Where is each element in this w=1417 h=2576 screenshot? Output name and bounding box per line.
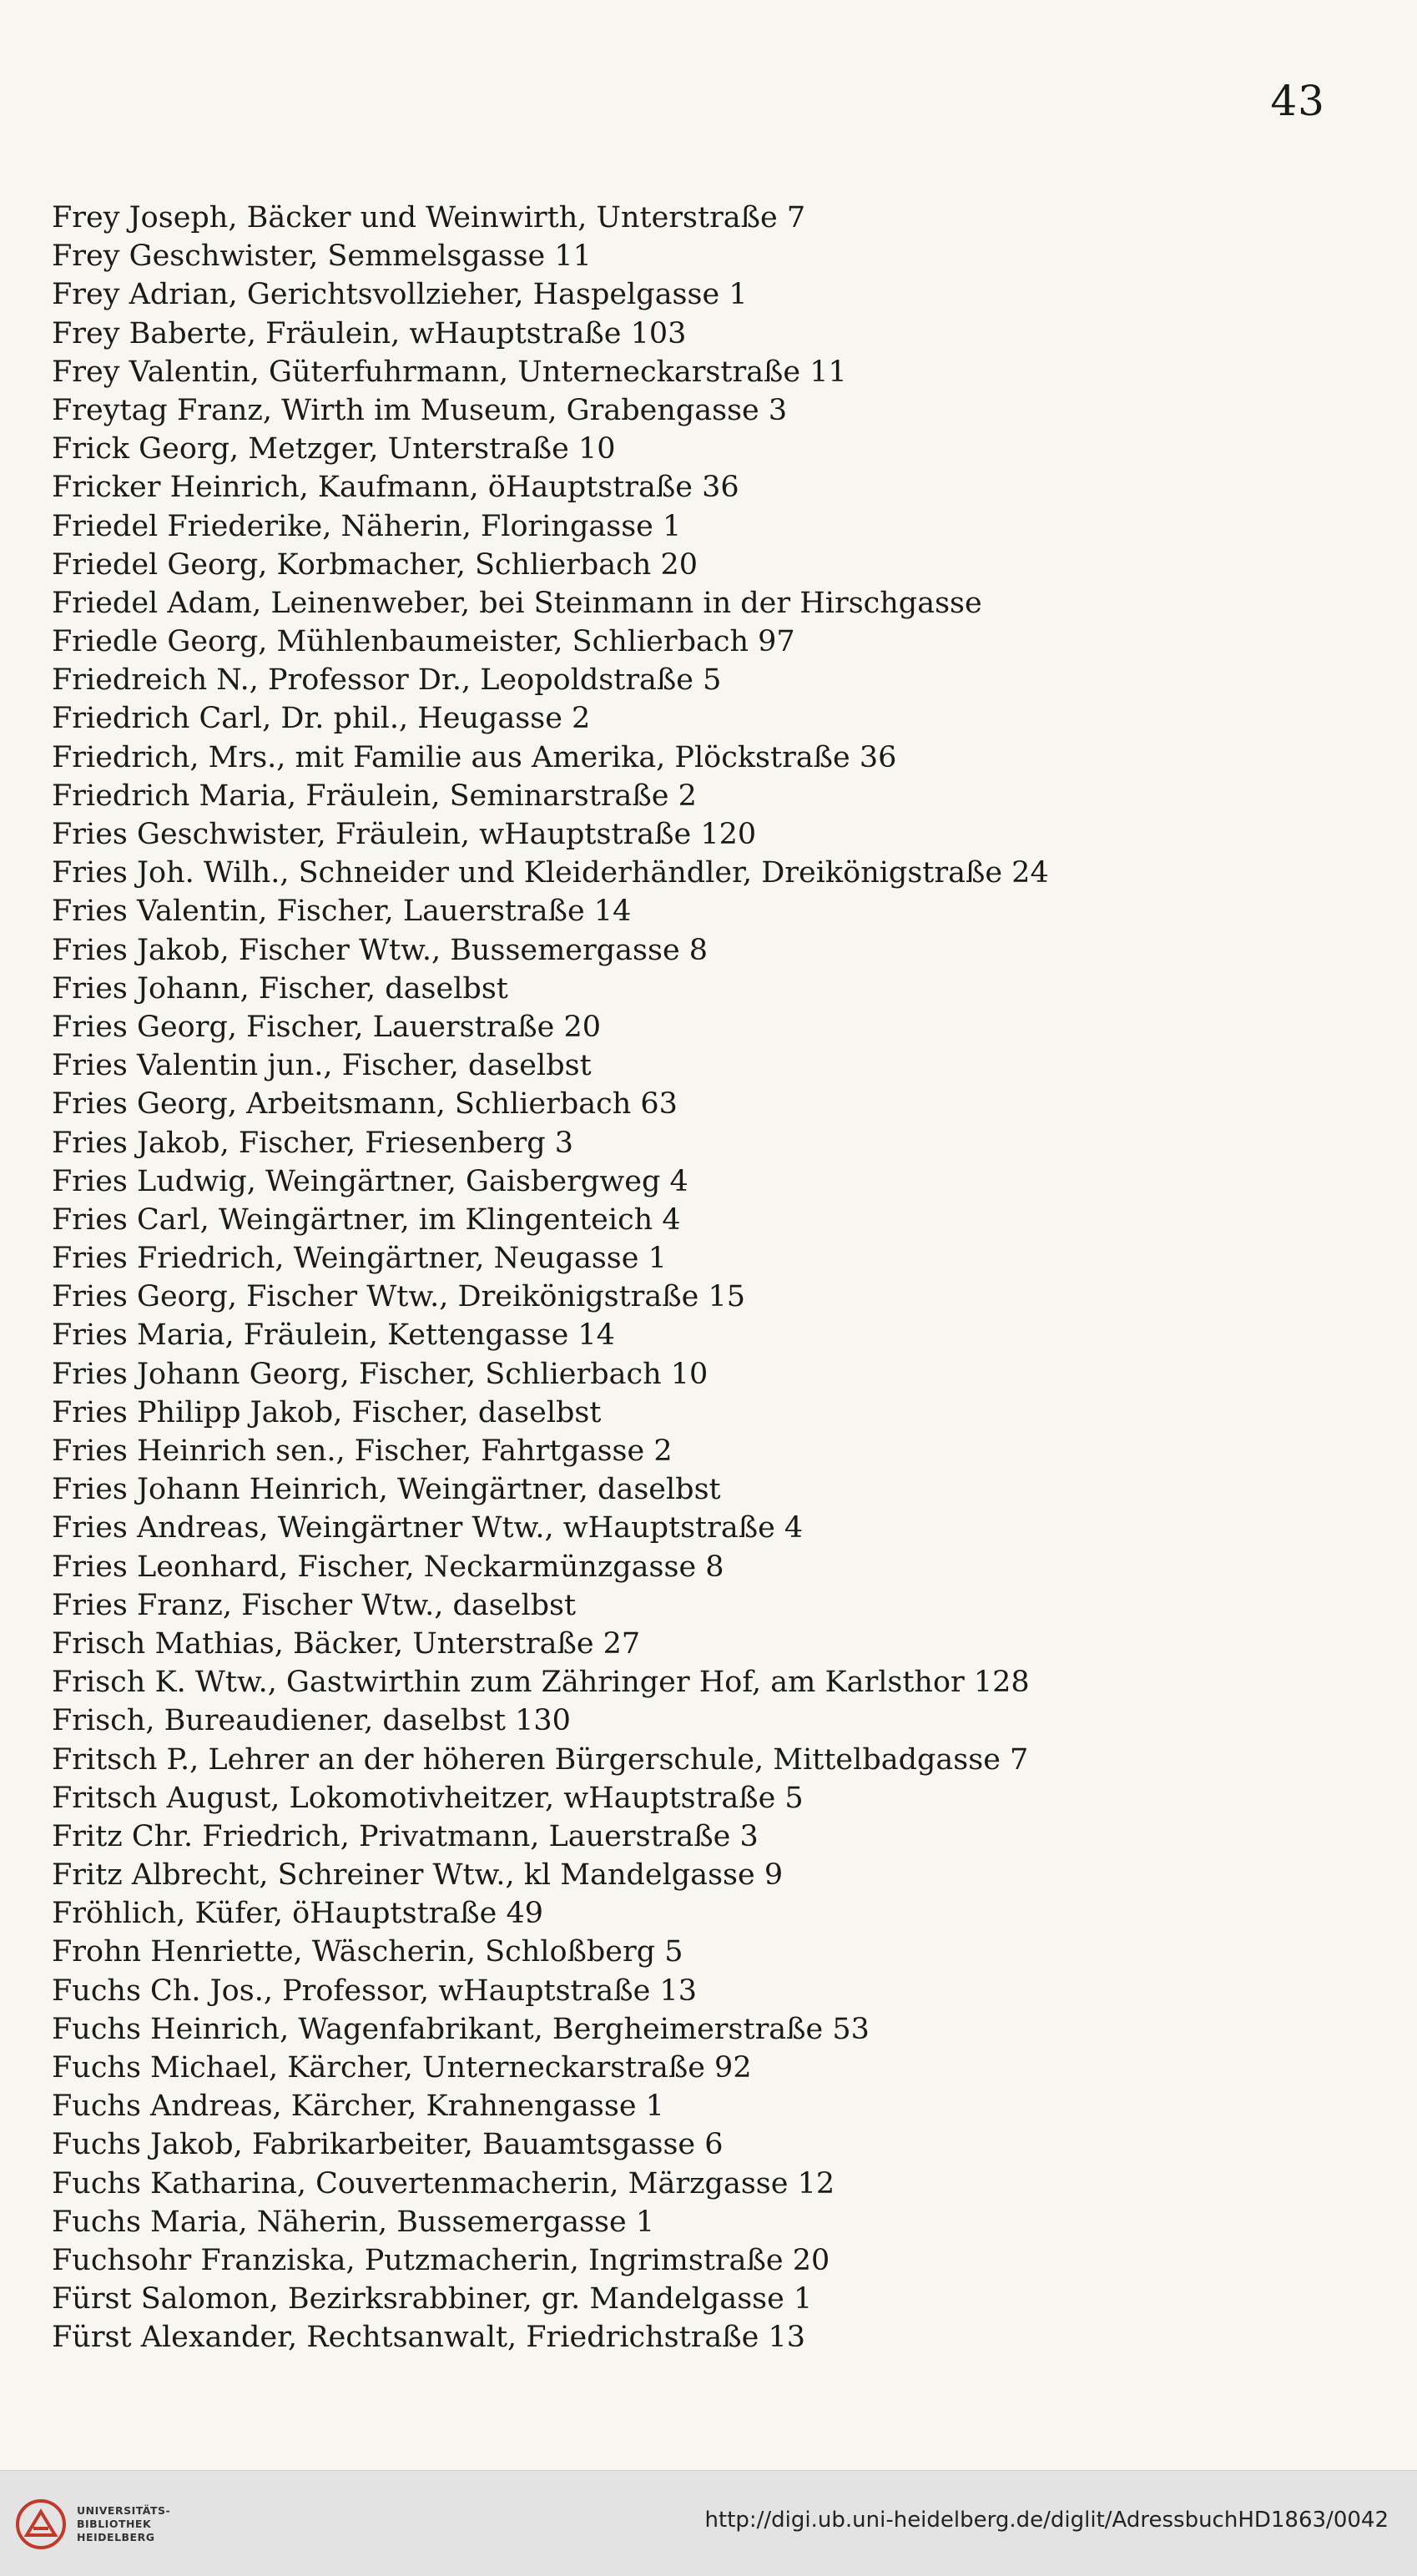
directory-entry: Fries Johann Heinrich, Weingärtner, daselbst	[52, 1473, 721, 1507]
directory-entry: Frey Geschwister, Semmelsgasse 11	[52, 239, 592, 274]
directory-entry: Fritz Albrecht, Schreiner Wtw., kl Mandelgasse 9	[52, 1858, 784, 1893]
directory-entry: Fuchs Andreas, Kärcher, Krahnengasse 1	[52, 2090, 664, 2124]
directory-entry: Fuchs Michael, Kärcher, Unterneckarstraße 92	[52, 2051, 752, 2084]
directory-entry: Fries Franz, Fischer Wtw., daselbst	[52, 1588, 577, 1622]
directory-entry: Fries Valentin jun., Fischer, daselbst	[52, 1049, 592, 1083]
directory-entry: Frisch, Bureaudiener, daselbst 130	[52, 1704, 571, 1738]
directory-entry: Friedrich, Mrs., mit Familie aus Amerika, Plöckstraße 36	[52, 740, 897, 774]
directory-entry: Frey Joseph, Bäcker und Weinwirth, Unterstraße 7	[52, 201, 806, 234]
directory-entry: Fries Andreas, Weingärtner Wtw., wHauptstraße 4	[52, 1511, 804, 1545]
directory-entry: Fries Johann, Fischer, daselbst	[52, 971, 508, 1006]
directory-entry: Frisch K. Wtw., Gastwirthin zum Zähringer Hof, am Karlsthor 128	[52, 1666, 1030, 1700]
library-name	[77, 2504, 170, 2544]
footer-bar	[0, 2470, 1417, 2576]
directory-entry: Friedle Georg, Mühlenbaumeister, Schlierbach 97	[52, 625, 795, 659]
directory-entry: Fuchs Jakob, Fabrikarbeiter, Bauamtsgasse 6	[52, 2128, 724, 2162]
logo-line: UNIVERSITÄTS-	[77, 2504, 171, 2517]
directory-entry: Fries Leonhard, Fischer, Neckarmünzgasse 8	[52, 1550, 724, 1584]
directory-entry: Frey Adrian, Gerichtsvollzieher, Haspelgasse 1	[52, 278, 748, 312]
directory-entry: Fries Philipp Jakob, Fischer, daselbst	[52, 1395, 602, 1429]
directory-entry: Friedel Friederike, Näherin, Floringasse 1	[52, 509, 682, 543]
directory-entry: Frey Valentin, Güterfuhrmann, Unterneckarstraße 11	[52, 355, 847, 389]
directory-entry: Fritsch P., Lehrer an der höheren Bürgerschule, Mittelbadgasse 7	[52, 1742, 1029, 1777]
directory-entry: Fries Joh. Wilh., Schneider und Kleiderhändler, Dreikönigstraße 24	[52, 856, 1049, 890]
directory-entry: Frey Baberte, Fräulein, wHauptstraße 103	[52, 316, 687, 350]
directory-entry: Fürst Alexander, Rechtsanwalt, Friedrichstraße 13	[52, 2321, 806, 2355]
page-number: 43	[1270, 77, 1325, 125]
directory-entry: Fries Friedrich, Weingärtner, Neugasse 1	[52, 1242, 667, 1276]
directory-entry: Fries Johann Georg, Fischer, Schlierbach 10	[52, 1357, 708, 1391]
directory-entry: Fries Jakob, Fischer, Friesenberg 3	[52, 1126, 574, 1160]
directory-entry: Fuchs Maria, Näherin, Bussemergasse 1	[52, 2205, 655, 2239]
directory-entry: Fritsch August, Lokomotivheitzer, wHauptstraße 5	[52, 1781, 804, 1815]
directory-entry: Freytag Franz, Wirth im Museum, Grabengasse 3	[52, 393, 788, 427]
directory-entry: Fries Heinrich sen., Fischer, Fahrtgasse 2	[52, 1434, 673, 1468]
directory-entry: Fries Jakob, Fischer Wtw., Bussemergasse 8	[52, 933, 708, 967]
directory-entry: Friedreich N., Professor Dr., Leopoldstraße 5	[52, 663, 722, 698]
directory-entry: Fürst Salomon, Bezirksrabbiner, gr. Mandelgasse 1	[52, 2282, 813, 2316]
directory-entry: Fritz Chr. Friedrich, Privatmann, Lauerstraße 3	[52, 1819, 759, 1853]
directory-entry: Fuchs Katharina, Couvertenmacherin, Märzgasse 12	[52, 2166, 835, 2200]
directory-entry: Fries Georg, Fischer Wtw., Dreikönigstraße 15	[52, 1280, 746, 1314]
directory-entry: Fries Valentin, Fischer, Lauerstraße 14	[52, 895, 632, 929]
directory-entry: Fries Georg, Fischer, Lauerstraße 20	[52, 1010, 602, 1044]
directory-entry: Fries Carl, Weingärtner, im Klingenteich 4	[52, 1202, 681, 1237]
directory-entry: Friedel Georg, Korbmacher, Schlierbach 20	[52, 547, 698, 582]
directory-entry: Friedrich Carl, Dr. phil., Heugasse 2	[52, 702, 591, 736]
directory-entry: Friedel Adam, Leinenweber, bei Steinmann in der Hirschgasse	[52, 586, 982, 620]
directory-entry: Fricker Heinrich, Kaufmann, öHauptstraße 36	[52, 471, 739, 505]
logo-line: BIBLIOTHEK	[77, 2518, 152, 2530]
directory-entry: Frisch Mathias, Bäcker, Unterstraße 27	[52, 1626, 641, 1661]
directory-entry: Fries Georg, Arbeitsmann, Schlierbach 63	[52, 1087, 678, 1122]
directory-entry: Friedrich Maria, Fräulein, Seminarstraße 2	[52, 779, 697, 813]
directory-entry: Frohn Henriette, Wäscherin, Schloßberg 5	[52, 1935, 683, 1969]
directory-entry: Fuchs Heinrich, Wagenfabrikant, Bergheimerstraße 53	[52, 2012, 870, 2046]
directory-entries	[52, 199, 1304, 2357]
directory-entry: Fries Ludwig, Weingärtner, Gaisbergweg 4	[52, 1164, 688, 1198]
university-seal-icon	[15, 2498, 67, 2550]
directory-entry: Fries Geschwister, Fräulein, wHauptstraße 120	[52, 818, 757, 851]
directory-entry: Frick Georg, Metzger, Unterstraße 10	[52, 432, 616, 466]
directory-entry: Fröhlich, Küfer, öHauptstraße 49	[52, 1897, 543, 1931]
library-logo[interactable]	[15, 2493, 199, 2556]
directory-entry: Fuchsohr Franziska, Putzmacherin, Ingrimstraße 20	[52, 2243, 830, 2277]
logo-line: HEIDELBERG	[77, 2531, 155, 2543]
source-url-link[interactable]: http://digi.ub.uni-heidelberg.de/diglit/AdressbuchHD1863/0042	[704, 2508, 1389, 2533]
directory-entry: Fuchs Ch. Jos., Professor, wHauptstraße 13	[52, 1974, 697, 2008]
directory-entry: Fries Maria, Fräulein, Kettengasse 14	[52, 1318, 615, 1353]
